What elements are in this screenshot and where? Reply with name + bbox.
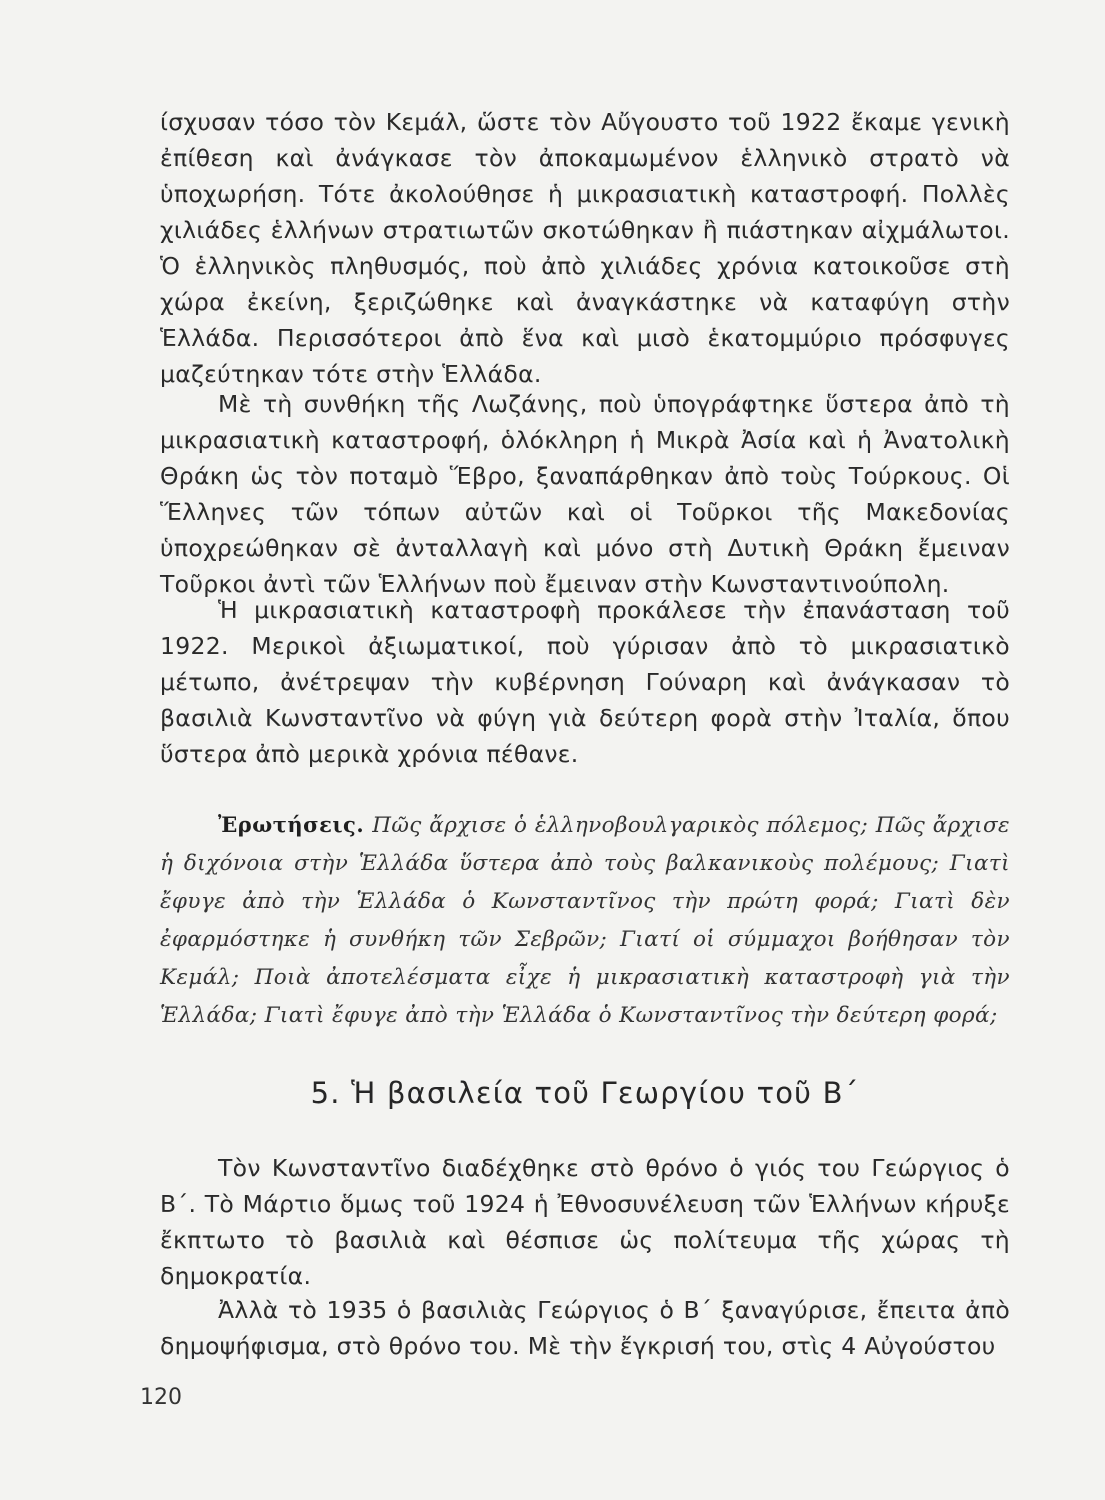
paragraph-1-text: ίσχυσαν τόσο τὸν Κεμάλ, ὥστε τὸν Αὔγουστο τοῦ 1922 ἔκαμε γενικὴ ἐπίθεση καὶ ἀνάγκασε τὸν ἀποκαμωμένον ἑλληνικὸ στρατὸ νὰ ὑποχωρήση. Τότε ἀκολούθησε ἡ μικρασιατικὴ καταστροφή. Πολλὲς χιλιάδες ἑλλήνων στρατιωτῶν σκοτώθηκαν ἢ πιάστηκαν αἰχμάλωτοι. Ὁ ἑλληνικὸς πληθυσμός, ποὺ ἀπὸ χιλιάδες χρόνια κατοικοῦσε στὴ χώρα ἐκείνη, ξεριζώθηκε καὶ ἀναγκάστηκε νὰ καταφύγη στὴν Ἑλλάδα. Περισσότεροι ἀπὸ ἕνα καὶ μισὸ ἑκατομμύριο πρόσφυγες μαζεύτηκαν τότε στὴν Ἑλλάδα.: [160, 108, 1010, 388]
paragraph-5: [160, 1292, 1010, 1364]
paragraph-4: [160, 1150, 1010, 1294]
paragraph-2-text: Μὲ τὴ συνθήκη τῆς Λωζάνης, ποὺ ὑπογράφτηκε ὕστερα ἀπὸ τὴ μικρασιατικὴ καταστροφή, ὁλόκληρη ἡ Μικρὰ Ἀσία καὶ ἡ Ἀνατολικὴ Θράκη ὡς τὸν ποταμὸ Ἕβρο, ξαναπάρθηκαν ἀπὸ τοὺς Τούρκους. Οἱ Ἕλληνες τῶν τόπων αὐτῶν καὶ οἱ Τοῦρκοι τῆς Μακεδονίας ὑποχρεώθηκαν σὲ ἀνταλλαγὴ καὶ μόνο στὴ Δυτικὴ Θράκη ἔμειναν Τοῦρκοι ἀντὶ τῶν Ἑλλήνων ποὺ ἔμειναν στὴν Κωνσταντινούπολη.: [160, 390, 1010, 598]
paragraph-2: [160, 386, 1010, 602]
paragraph-3: [160, 592, 1010, 772]
paragraph-1: [160, 104, 1010, 392]
paragraph-3-text: Ἡ μικρασιατικὴ καταστροφὴ προκάλεσε τὴν ἐπανάσταση τοῦ 1922. Μερικοὶ ἀξιωματικοί, ποὺ γύρισαν ἀπὸ τὸ μικρασιατικὸ μέτωπο, ἀνέτρεψαν τὴν κυβέρνηση Γούναρη καὶ ἀνάγκασαν τὸ βασιλιὰ Κωνσταντῖνο νὰ φύγη γιὰ δεύτερη φορὰ στὴν Ἰταλία, ὅπου ὕστερα ἀπὸ μερικὰ χρόνια πέθανε.: [160, 596, 1010, 768]
questions-label: Ἐρωτήσεις.: [218, 812, 365, 837]
paragraph-4-text: Τὸν Κωνσταντῖνο διαδέχθηκε στὸ θρόνο ὁ γιός του Γεώργιος ὁ Β΄. Τὸ Μάρτιο ὅμως τοῦ 1924 ἡ Ἐθνοσυνέλευση τῶν Ἑλλήνων κήρυξε ἔκπτωτο τὸ βασιλιὰ καὶ θέσπισε ὡς πολίτευμα τῆς χώρας τὴ δημοκρατία.: [160, 1154, 1010, 1290]
page-number: 120: [140, 1385, 182, 1410]
section-heading: 5. Ἡ βασιλεία τοῦ Γεωργίου τοῦ Β΄: [310, 1076, 860, 1110]
questions-section: [160, 806, 1010, 1034]
questions-text: Πῶς ἄρχισε ὁ ἑλληνοβουλγαρικὸς πόλεμος; Πῶς ἄρχισε ἡ διχόνοια στὴν Ἑλλάδα ὕστερα ἀπὸ τοὺς βαλκανικοὺς πολέμους; Γιατὶ ἔφυγε ἀπὸ τὴν Ἑλλάδα ὁ Κωνσταντῖνος τὴν πρώτη φορά; Γιατὶ δὲν ἐφαρμόστηκε ἡ συνθήκη τῶν Σεβρῶν; Γιατί οἱ σύμμαχοι βοήθησαν τὸν Κεμάλ; Ποιὰ ἀποτελέσματα εἶχε ἡ μικρασιατικὴ καταστροφὴ γιὰ τὴν Ἑλλάδα; Γιατὶ ἔφυγε ἀπὸ τὴν Ἑλλάδα ὁ Κωνσταντῖνος τὴν δεύτερη φορά;: [160, 813, 1010, 1028]
paragraph-5-text: Ἀλλὰ τὸ 1935 ὁ βασιλιὰς Γεώργιος ὁ Β΄ ξαναγύρισε, ἔπειτα ἀπὸ δημοψήφισμα, στὸ θρόνο του. Μὲ τὴν ἔγκρισή του, στὶς 4 Αὐγούστου: [160, 1296, 1010, 1360]
